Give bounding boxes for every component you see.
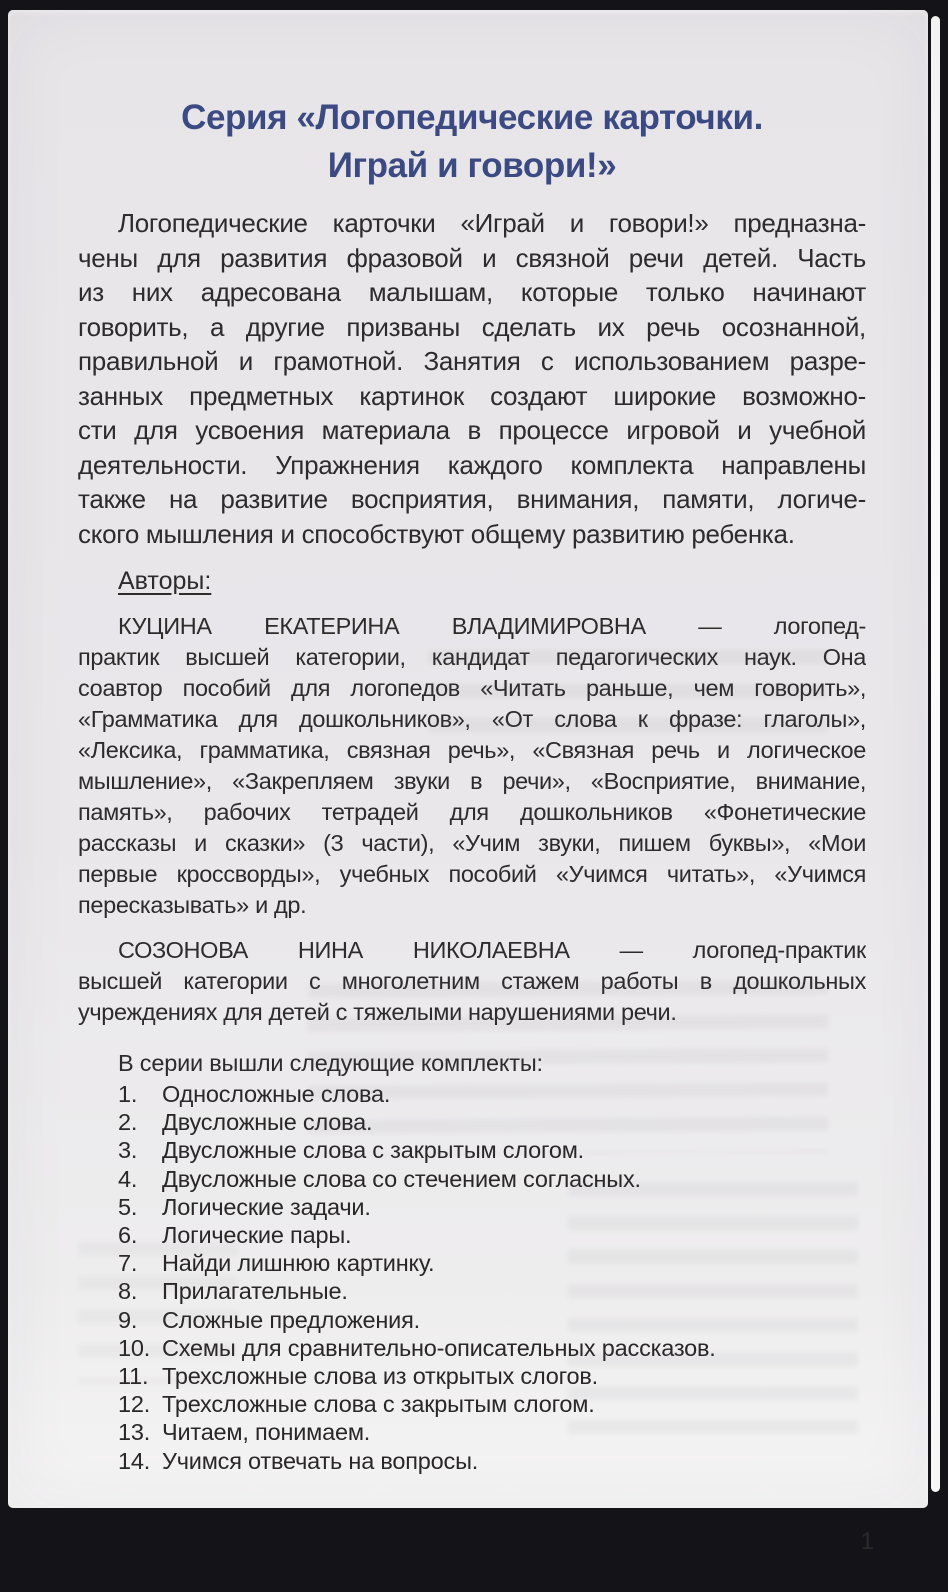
authors-heading: Авторы:	[118, 567, 212, 595]
series-list-item	[118, 1221, 866, 1249]
series-list	[118, 1080, 866, 1475]
author2-paragraph	[78, 935, 866, 1028]
series-list-item	[118, 1249, 866, 1277]
series-list-item	[118, 1136, 866, 1164]
page-content	[8, 94, 928, 1592]
series-item-label: Односложные слова.	[162, 1081, 391, 1107]
text-line: чены для развития фразовой и связной речи детей. Часть	[78, 242, 866, 273]
text-line: учреждениях для детей с тяжелыми нарушениями речи.	[78, 999, 677, 1025]
series-item-number: 13.	[118, 1419, 151, 1446]
series-item-label: Трехсложные слова с закрытым слогом.	[162, 1391, 595, 1418]
series-item-number: 1.	[118, 1081, 138, 1107]
series-list-item	[118, 1277, 866, 1305]
series-item-number: 3.	[118, 1137, 138, 1164]
series-item-label: Двусложные слова с закрытым слогом.	[162, 1137, 585, 1164]
text-line: правильной и грамотной. Занятия с использованием разре-	[78, 346, 866, 376]
text-line: из них адресована малышам, которые только начинают	[78, 277, 866, 307]
book-page	[8, 10, 928, 1555]
series-list-item	[118, 1306, 866, 1334]
text-line: пересказывать» и др.	[78, 892, 307, 918]
series-list-item	[118, 1447, 866, 1475]
series-item-number: 7.	[118, 1250, 138, 1277]
series-item-number: 10.	[118, 1334, 151, 1361]
page-title-line2: Играй и говори!»	[327, 146, 617, 185]
text-line: сти для усвоения материала в процессе игровой и учебной	[78, 415, 866, 445]
series-item-label: Трехсложные слова из открытых слогов.	[162, 1363, 598, 1390]
series-list-item	[118, 1334, 866, 1362]
series-item-label: Читаем, понимаем.	[162, 1419, 371, 1446]
text-line: высшей категории с многолетним стажем работы в дошкольных	[78, 968, 866, 994]
series-item-number: 2.	[118, 1109, 138, 1136]
text-line: СОЗОНОВА НИНА НИКОЛАЕВНА — логопед-практик	[118, 937, 866, 963]
series-list-item	[118, 1165, 866, 1193]
series-item-label: Прилагательные.	[162, 1278, 348, 1305]
text-line: первые кроссворды», учебных пособий «Учимся читать», «Учимся	[78, 861, 866, 887]
text-line: память», рабочих тетрадей для дошкольников «Фонетические	[78, 799, 866, 825]
text-line: ского мышления и способствуют общему развитию ребенка.	[78, 518, 795, 549]
text-line: занных предметных картинок создают широкие возможно-	[78, 380, 866, 411]
text-line: «Лексика, грамматика, связная речь», «Связная речь и логическое	[78, 737, 866, 763]
series-item-label: Сложные предложения.	[162, 1306, 420, 1333]
series-item-label: Найди лишнюю картинку.	[162, 1250, 435, 1277]
series-list-item	[118, 1390, 866, 1418]
series-item-number: 9.	[118, 1306, 138, 1333]
page-title-line1: Серия «Логопедические карточки.	[181, 98, 763, 137]
text-line: «Грамматика для дошкольников», «От слова к фразе: глаголы»,	[78, 706, 866, 732]
text-line: также на развитие восприятия, внимания, памяти, логиче-	[78, 484, 866, 514]
series-list-item	[118, 1193, 866, 1221]
series-item-label: Учимся отвечать на вопросы.	[162, 1447, 479, 1474]
series-item-label: Двусложные слова.	[162, 1109, 373, 1136]
intro-paragraph	[78, 206, 866, 551]
series-item-label: Двусложные слова со стечением согласных.	[162, 1165, 641, 1192]
text-line: Логопедические карточки «Играй и говори!» предназна-	[118, 208, 866, 238]
text-line: КУЦИНА ЕКАТЕРИНА ВЛАДИМИРОВНА — логопед-	[118, 613, 866, 639]
series-list-item	[118, 1418, 866, 1446]
series-list-intro: В серии вышли следующие комплекты:	[118, 1050, 543, 1076]
series-list-item	[118, 1108, 866, 1136]
series-list-item	[118, 1080, 866, 1108]
text-line: мышление», «Закрепляем звуки в речи», «Восприятие, внимание,	[78, 768, 866, 794]
series-item-number: 8.	[118, 1278, 138, 1305]
page-edge-highlight	[931, 16, 940, 1492]
page-number: 1	[860, 1528, 874, 1555]
series-item-number: 6.	[118, 1222, 138, 1249]
series-item-label: Логические пары.	[162, 1222, 352, 1249]
text-line: соавтор пособий для логопедов «Читать раньше, чем говорить»,	[78, 675, 866, 701]
series-item-number: 14.	[118, 1447, 151, 1474]
text-line: деятельности. Упражнения каждого комплекта направлены	[78, 449, 866, 480]
author1-paragraph	[78, 611, 866, 921]
series-item-label: Логические задачи.	[162, 1193, 371, 1220]
series-list-item	[118, 1362, 866, 1390]
series-item-number: 5.	[118, 1193, 138, 1220]
page-title	[78, 94, 866, 190]
series-item-number: 4.	[118, 1165, 138, 1192]
series-item-number: 11.	[118, 1363, 149, 1390]
series-item-label: Схемы для сравнительно-описательных рассказов.	[162, 1334, 716, 1361]
series-item-number: 12.	[118, 1391, 151, 1418]
text-line: рассказы и сказки» (3 части), «Учим звуки, пишем буквы», «Мои	[78, 830, 866, 856]
text-line: говорить, а другие призваны сделать их речь осознанной,	[78, 311, 866, 342]
text-line: практик высшей категории, кандидат педагогических наук. Она	[78, 644, 866, 670]
